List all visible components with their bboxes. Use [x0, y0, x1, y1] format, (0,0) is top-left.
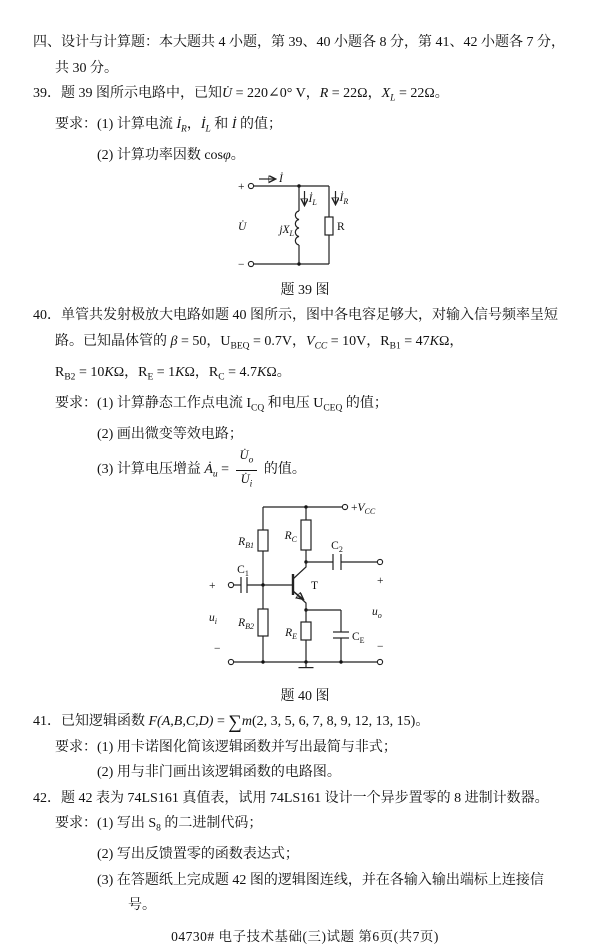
text-run: B2 — [64, 372, 76, 382]
text-run: 40．单管共发射极放大电路如题 40 图所示，图中各电容足够大，对输入信号频率呈短 — [33, 308, 558, 323]
text-run: 。 — [230, 148, 245, 163]
text-run: 的值； — [236, 117, 282, 132]
q40-req-3 — [97, 447, 610, 495]
text-run: = 220∠0° V， — [232, 86, 320, 101]
text-run: İ — [231, 117, 237, 132]
fig39-caption: 题 39 图 — [280, 283, 330, 298]
text-run: = 0.7V， — [249, 333, 307, 349]
text-run: = 1 — [153, 364, 176, 380]
inductor-coil — [295, 211, 299, 245]
rc-label: $R_C$ — [284, 529, 297, 544]
text-run: C — [218, 372, 225, 382]
text-run: = 4.7 — [224, 364, 257, 380]
q42-req-1 — [55, 811, 610, 842]
text-run: B1 — [389, 341, 401, 351]
current-il-label: $İ_L$ — [308, 192, 317, 207]
text-run: ∑ — [228, 712, 242, 734]
text-run: = — [213, 714, 229, 730]
text-run: 39．题 39 图所示电路中，已知 — [33, 86, 222, 101]
text-run: U̇ — [222, 86, 233, 101]
q42-req-3-continued — [128, 893, 610, 919]
text-run: K — [175, 364, 185, 380]
text-run: Ω。 — [266, 364, 291, 380]
text-run: = 10 — [75, 364, 105, 380]
terminal-output-minus — [377, 659, 382, 664]
resistor-rb1-symbol — [258, 530, 268, 551]
text-run: Ȧ — [204, 462, 213, 478]
transistor-label: T — [310, 579, 318, 592]
text-run: 要求：(1) 计算电流 — [55, 117, 177, 132]
text-run: 路。已知晶体管的 — [55, 333, 171, 349]
text-run: 和电压 U — [264, 395, 324, 411]
minus-sign: − — [238, 258, 245, 271]
q41-req-2 — [97, 760, 610, 786]
q42-req-2 — [97, 842, 610, 868]
resistor-symbol — [325, 217, 333, 235]
text-run: R — [319, 86, 329, 101]
re-label: $R_E$ — [284, 626, 297, 641]
text-run: K — [104, 364, 114, 380]
text-run: = 22Ω， — [328, 86, 382, 101]
text-run: X — [381, 86, 391, 101]
text-run: 42．题 42 表为 74LS161 真值表，试用 74LS161 设计一个异步置零的 8 进制计数器。 — [33, 790, 549, 806]
rb2-label: $R_{B2}$ — [237, 616, 254, 631]
text-run: Ω， — [438, 333, 464, 349]
voltage-label: U̇ — [238, 220, 247, 233]
text-run: 的二进制代码； — [160, 816, 263, 832]
q39-stem — [33, 81, 610, 112]
resistor-rb2-symbol — [258, 609, 268, 636]
fig40-transistor — [293, 562, 318, 610]
text-run: 要求：(1) 计算静态工作点电流 I — [55, 395, 251, 411]
fig39-inductor-branch — [277, 186, 317, 264]
fig40-re — [284, 608, 311, 662]
terminal-plus — [248, 183, 253, 188]
text-run: İ — [200, 117, 206, 132]
q40-req-1 — [55, 391, 610, 422]
vcc-label: $+V_{CC}$ — [350, 501, 375, 516]
text-run: (2) 用与非门画出该逻辑函数的电路图。 — [97, 765, 341, 781]
q41-stem — [33, 709, 610, 735]
text-run: m — [241, 714, 253, 730]
q42-stem — [33, 786, 610, 812]
q40-stem-line3 — [55, 360, 610, 391]
text-run: u — [212, 469, 218, 480]
text-run: R — [55, 364, 65, 380]
text-run: K — [257, 364, 267, 380]
text-run: = — [217, 462, 233, 478]
rb1-label: $R_{B1}$ — [237, 535, 254, 550]
fig40-rb2 — [237, 585, 268, 662]
q40-req-2 — [97, 422, 610, 448]
fig39-source-terminals — [238, 181, 254, 271]
q40-stem-line2 — [55, 329, 610, 360]
transistor-emitter — [293, 591, 306, 610]
resistor-rc-symbol — [301, 520, 311, 550]
text-run: K — [429, 333, 439, 349]
page-footer: 04730# 电子技术基础(三)试题 第6页(共7页) — [171, 928, 439, 944]
transistor-collector — [293, 562, 306, 579]
terminal-vcc — [342, 504, 347, 509]
text-run: R — [181, 124, 187, 135]
text-run: 要求：(1) 写出 S — [55, 816, 157, 832]
inductor-label: $jX_L$ — [279, 223, 294, 238]
text-run: (3) 在答题纸上完成题 42 图的逻辑图连线，并在各输入输出端标上连接信 — [97, 872, 544, 888]
fig39-circuit-svg — [236, 171, 368, 269]
text-run: ， — [186, 117, 201, 132]
fig39-wires — [254, 184, 329, 265]
text-run: Ω，R — [184, 364, 219, 380]
text-run: (3) 计算电压增益 — [97, 462, 205, 478]
text-run: (2) 写出反馈置零的函数表达式； — [97, 847, 299, 863]
text-run: 要求：(1) 用卡诺图化简该逻辑函数并写出最简与非式； — [55, 739, 397, 755]
text-run: 共 30 分。 — [55, 60, 118, 76]
text-run: L — [390, 93, 396, 104]
q42-req-3 — [97, 868, 610, 894]
text-run: 和 — [210, 117, 232, 132]
text-run: V — [306, 333, 315, 349]
terminal-minus — [248, 261, 253, 266]
q41-req-1 — [55, 735, 610, 761]
current-ir-label: $İ_R$ — [339, 191, 349, 206]
output-minus-sign: − — [376, 640, 383, 653]
text-run: CC — [314, 341, 328, 351]
fig40-caption: 题 40 图 — [280, 689, 330, 705]
c1-label: $C_1$ — [236, 563, 249, 578]
text-run: 41．已知逻辑函数 — [33, 714, 149, 730]
text-run: = 10V，R — [327, 333, 390, 349]
text-run: L — [205, 124, 211, 135]
section-header-line1 — [33, 30, 610, 56]
ui-label: $u_i$ — [208, 611, 217, 626]
current-arrow-i — [259, 171, 284, 185]
text-run: 的值。 — [260, 462, 306, 478]
fraction-uo-over-ui — [236, 447, 258, 493]
text-run: o — [248, 455, 254, 466]
fig40-input-coupling — [209, 564, 293, 593]
figure-40 — [0, 497, 610, 710]
text-run: 8 — [156, 823, 161, 834]
text-run: E — [147, 372, 154, 382]
terminal-output-plus — [377, 559, 382, 564]
text-run: (2) 计算功率因数 cos — [97, 148, 223, 163]
q39-req-2 — [97, 143, 610, 169]
terminal-input-plus — [228, 582, 233, 587]
text-run: = 22Ω。 — [395, 86, 449, 101]
fig40-ce — [306, 610, 365, 662]
text-run: İ — [176, 117, 181, 132]
input-minus-sign: − — [213, 642, 220, 655]
ce-label: $C_E$ — [351, 630, 365, 645]
c2-label: $C_2$ — [330, 539, 343, 554]
text-run: Ω，R — [113, 364, 148, 380]
fig39-resistor-branch — [325, 186, 348, 264]
text-run: U̇ — [239, 448, 249, 462]
output-plus-sign: + — [376, 574, 383, 587]
text-run: = 50，U — [177, 333, 231, 349]
text-run: β — [170, 333, 178, 349]
text-run: U̇ — [240, 471, 250, 486]
q40-stem-line1 — [33, 303, 610, 329]
fig40-rc — [283, 507, 310, 564]
input-plus-sign: + — [208, 579, 215, 592]
fig40-circuit-svg — [203, 497, 408, 675]
text-run: CEQ — [323, 403, 343, 413]
current-i-label: İ — [279, 172, 283, 185]
plus-sign: + — [238, 180, 245, 193]
fig40-top-rail — [263, 502, 376, 516]
text-run: (2, 3, 5, 6, 7, 8, 9, 12, 13, 15)。 — [252, 714, 430, 730]
text-run: 四、设计与计算题：本大题共 4 小题，第 39、40 小题各 8 分，第 41、42 小题各 7 分， — [33, 35, 565, 50]
resistor-re-symbol — [301, 622, 311, 640]
section-header-line2 — [55, 56, 610, 82]
text-run: (2) 画出微变等效电路； — [97, 426, 243, 442]
fig40-bottom-rail — [228, 659, 382, 667]
terminal-input-minus — [228, 659, 233, 664]
text-run: φ — [223, 148, 231, 163]
text-run: i — [249, 479, 253, 489]
text-run: BEQ — [230, 341, 250, 351]
q39-req-1 — [55, 112, 610, 143]
text-run: CQ — [251, 403, 265, 413]
text-run: 的值； — [342, 395, 388, 411]
uo-label: $u_o$ — [371, 605, 382, 620]
text-run: F(A,B,C,D) — [148, 714, 214, 730]
resistor-label: R — [337, 220, 345, 233]
text-run: = 47 — [400, 333, 430, 349]
figure-39 — [0, 171, 610, 304]
text-run: 号。 — [128, 898, 156, 914]
